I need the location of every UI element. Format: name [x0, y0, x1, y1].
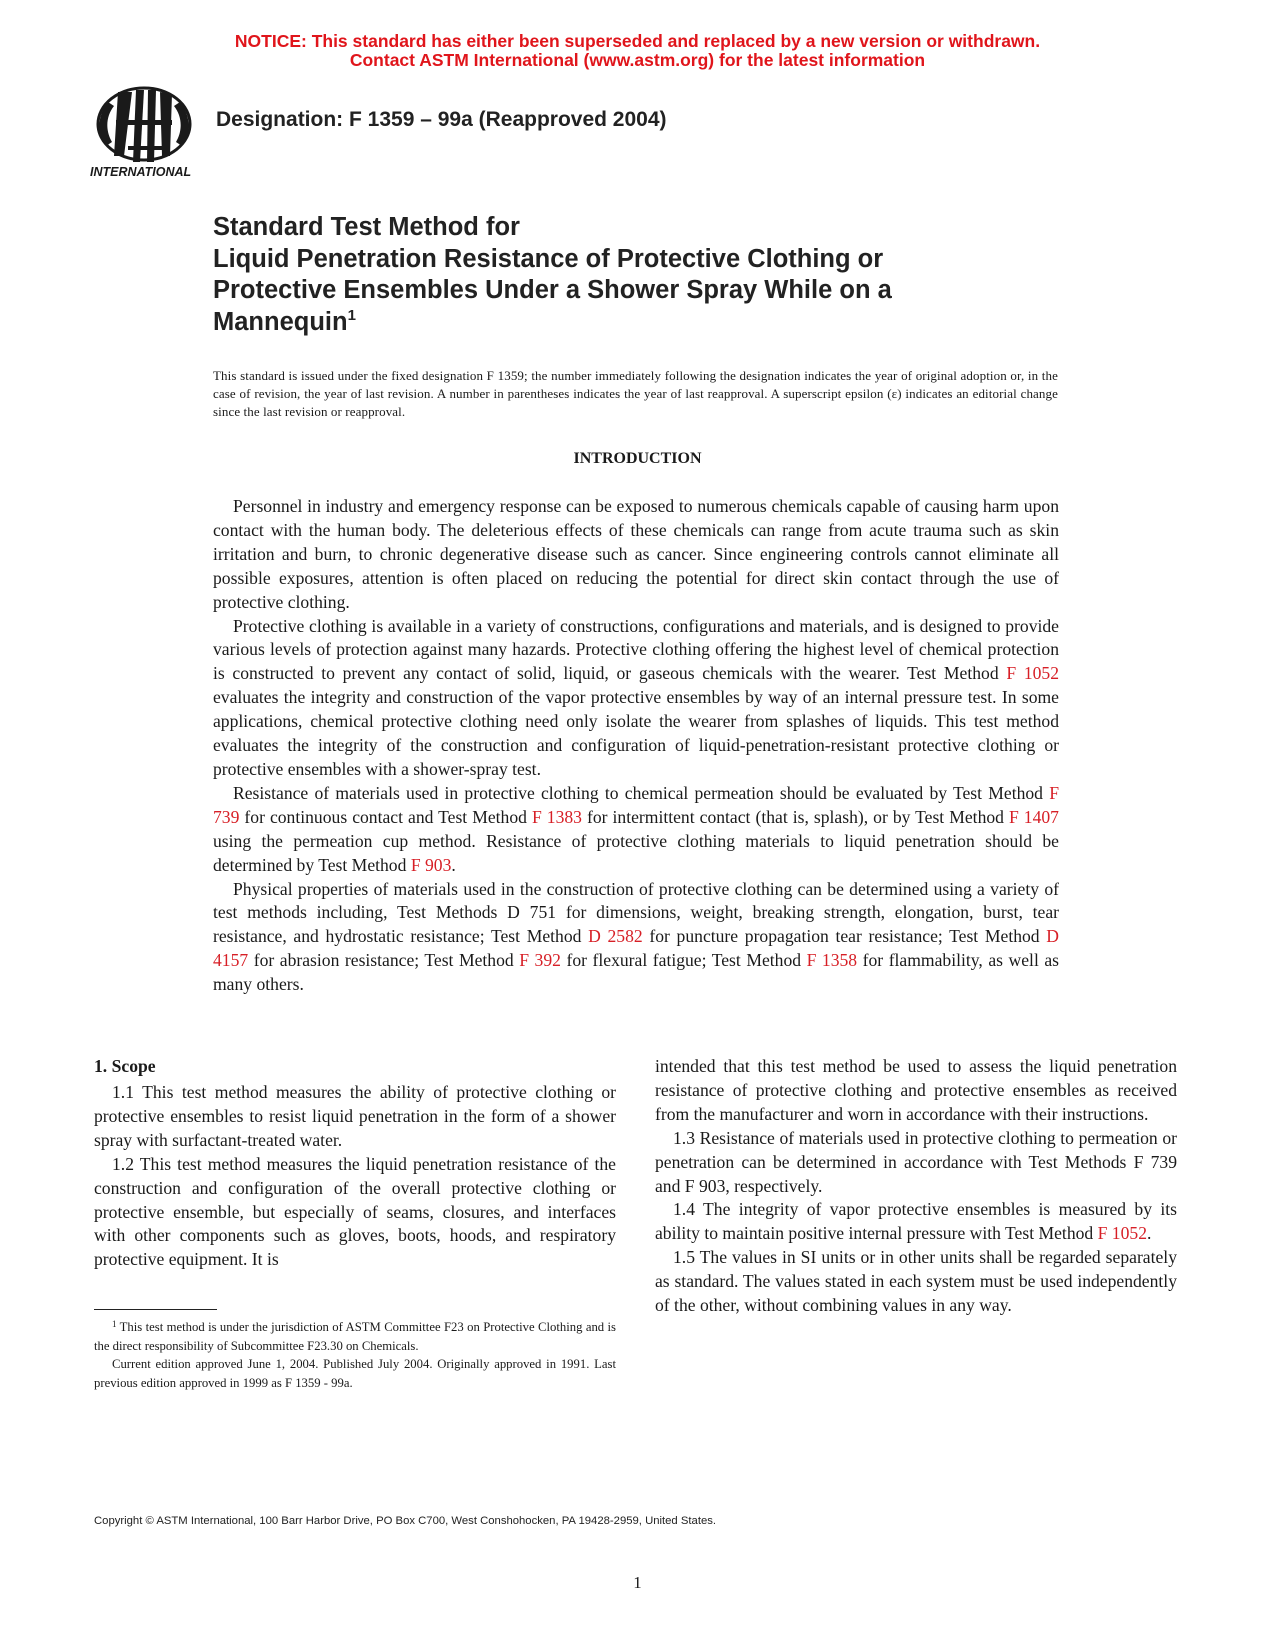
document-title	[213, 212, 1073, 338]
astm-logo-icon	[88, 84, 200, 182]
intro-paragraph-2: Protective clothing is available in a variety of constructions, configurations and materials, and is designed to provide various levels of protection against many hazards. Protective clothing offering the highest level of chemical protection is constructed to prevent any contact of solid, liquid, or gaseous chemicals with the wearer. Test Method F 1052 evaluates the integrity and construction of the vapor protective ensembles by way of an internal pressure test. In some applications, chemical protective clothing need only isolate the wearer from splashes of liquids. This test method evaluates the integrity of the construction and configuration of liquid-penetration-resistant protective clothing or protective ensembles with a shower-spray test.	[213, 615, 1060, 779]
ref-link-f1383[interactable]: F 1383	[531, 806, 582, 827]
footnote-divider	[94, 1309, 217, 1310]
ref-link-d2582[interactable]: D 2582	[588, 926, 643, 947]
introduction-heading: INTRODUCTION	[573, 450, 702, 467]
issue-note: This standard is issued under the fixed designation F 1359; the number immediately following the designation indicates the year of original adoption or, in the case of revision, the year of last revision. A number in parentheses indicates the year of last reapproval. A superscript epsilon (ε) indicates an editorial change since the last revision or reapproval.	[213, 368, 1058, 419]
ref-link-f739[interactable]: F 739	[213, 782, 1059, 827]
intro-paragraph-4: Physical properties of materials used in the construction of protective clothing can be determined using a variety of test methods including, Test Methods D 751 for dimensions, weight, breaking strength, elongation, burst, tear resistance, and hydrostatic resistance; Test Method D 2582 for puncture propagation tear resistance; Test Method D 4157 for abrasion resistance; Test Method F 392 for flexural fatigue; Test Method F 1358 for flammability, as well as many others.	[213, 878, 1060, 995]
ref-link-f1052[interactable]: F 1052	[1006, 663, 1060, 684]
scope-1-3: 1.3 Resistance of materials used in protective clothing to permeation or penetration can be determined in accordance with Test Methods F 739 and F 903, respectively.	[655, 1127, 1177, 1196]
ref-link-f903[interactable]: F 903	[410, 854, 452, 875]
title-footnote-marker[interactable]: 1	[347, 306, 356, 324]
title-line-1: Standard Test Method for	[213, 213, 520, 241]
introduction-body	[213, 495, 1059, 997]
scope-1-4: 1.4 The integrity of vapor protective ensembles is measured by its ability to maintain positive internal pressure with Test Method F 1052.	[655, 1199, 1177, 1244]
scope-1-2-continued: intended that this test method be used to assess the liquid penetration resistance of protective clothing and protective ensembles as received from the manufacturer and worn in accordance with their instructions.	[655, 1056, 1177, 1124]
scope-1-1: 1.1 This test method measures the ability of protective clothing or protective ensembles to resist liquid penetration in the form of a shower spray with surfactant-treated water.	[94, 1082, 616, 1150]
scope-1-5: 1.5 The values in SI units or in other units shall be regarded separately as standard. The values stated in each system must be used independently of the other, without combining values in any way.	[655, 1247, 1177, 1316]
scope-heading: 1. Scope	[94, 1056, 156, 1076]
ref-link-d4157[interactable]: D 4157	[213, 926, 1059, 971]
title-line-3: Protective Ensembles Under a Shower Spray While on a	[213, 276, 892, 304]
scope-1-2: 1.2 This test method measures the liquid penetration resistance of the construction and configuration of the overall protective clothing or protective ensemble, but especially of seams, closures, and interfaces with other components such as gloves, boots, hoods, and respiratory protective equipment. It is	[94, 1153, 616, 1270]
astm-international-logo	[88, 84, 200, 182]
ref-link-f1358[interactable]: F 1358	[806, 950, 858, 971]
notice-line-2: Contact ASTM International (www.astm.org) for the latest information	[349, 50, 926, 70]
title-line-2: Liquid Penetration Resistance of Protective Clothing or	[213, 244, 884, 273]
notice-banner	[0, 32, 1275, 70]
notice-line-1: NOTICE: This standard has either been superseded and replaced by a new version or withdrawn.	[234, 31, 1041, 51]
title-line-4: Mannequin	[213, 307, 348, 336]
intro-paragraph-1: Personnel in industry and emergency response can be exposed to numerous chemicals capable of causing harm upon contact with the human body. The deleterious effects of these chemicals can range from acute trauma such as skin irritation and burn, to chronic degenerative disease such as cancer. Since engineering controls cannot eliminate all possible exposures, attention is often placed on reducing the potential for direct skin contact through the use of protective clothing.	[213, 496, 1059, 612]
intro-paragraph-3: Resistance of materials used in protective clothing to chemical permeation should be evaluated by Test Method F 739 for continuous contact and Test Method F 1383 for intermittent contact (that is, splash), or by Test Method F 1407 using the permeation cup method. Resistance of protective clothing materials to liquid penetration should be determined by Test Method F 903.	[213, 782, 1059, 875]
ref-link-f1052-scope[interactable]: F 1052	[1097, 1223, 1147, 1244]
designation: Designation: F 1359 – 99a (Reapproved 2004)	[216, 108, 667, 131]
footnote-marker: 1	[112, 1319, 117, 1329]
page-number: 1	[633, 1573, 642, 1592]
footnote-1: $^1$ This test method is under the jurisdiction of ASTM Committee F23 on Protective Clothing and is the direct responsibility of Subcommittee F23.30 on Chemicals.	[94, 1319, 616, 1353]
scope-left-column	[94, 1055, 616, 1272]
scope-right-column	[655, 1055, 1177, 1318]
ref-link-f392[interactable]: F 392	[519, 950, 561, 971]
copyright: Copyright © ASTM International, 100 Barr Harbor Drive, PO Box C700, West Conshohocken, PA 19428-2959, United States.	[94, 1515, 717, 1527]
footnote-edition: Current edition approved June 1, 2004. Published July 2004. Originally approved in 1991. Last previous edition approved in 1999 as F 1359 - 99a.	[94, 1357, 616, 1390]
ref-link-f1407[interactable]: F 1407	[1008, 806, 1059, 827]
footnotes	[94, 1318, 616, 1392]
logo-wordmark: INTERNATIONAL	[90, 165, 192, 179]
